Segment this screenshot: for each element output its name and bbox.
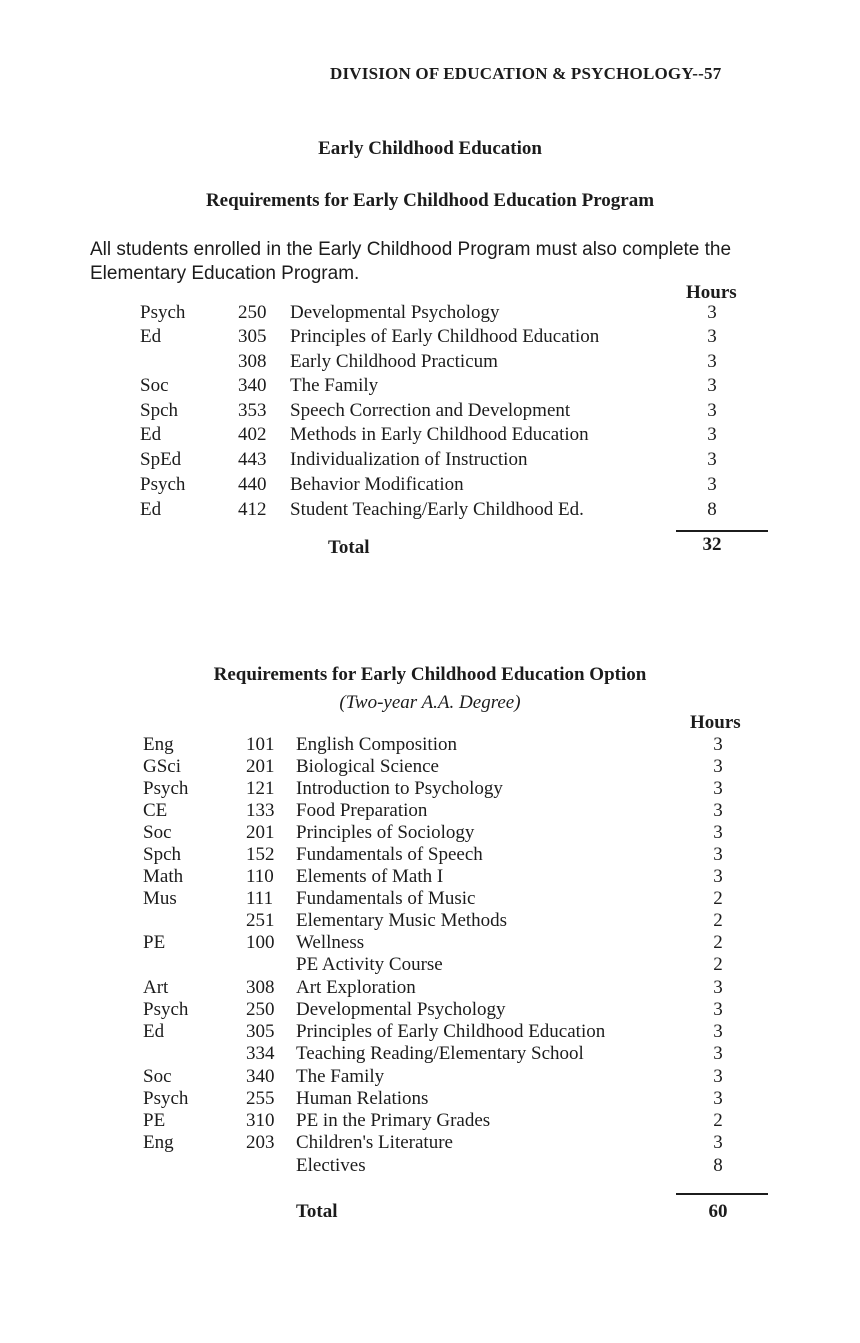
course-hours: 2 bbox=[713, 954, 723, 975]
course-hours: 3 bbox=[707, 474, 717, 495]
course-title: Human Relations bbox=[296, 1088, 429, 1109]
course-title: Principles of Early Childhood Education bbox=[290, 326, 600, 347]
course-dept: Soc bbox=[140, 375, 169, 396]
course-title: Children's Literature bbox=[296, 1132, 453, 1153]
course-number: 201 bbox=[246, 822, 275, 843]
option-subtitle: (Two-year A.A. Degree) bbox=[339, 692, 521, 713]
course-title: Individualization of Instruction bbox=[290, 449, 528, 470]
course-dept: Math bbox=[143, 866, 184, 887]
course-number: 133 bbox=[246, 800, 275, 821]
course-title: Introduction to Psychology bbox=[296, 778, 503, 799]
table-row bbox=[0, 400, 860, 424]
course-dept: Psych bbox=[143, 1088, 189, 1109]
course-dept: Soc bbox=[143, 1066, 172, 1087]
course-dept: Art bbox=[143, 977, 169, 998]
course-number: 443 bbox=[238, 449, 267, 470]
course-number: 250 bbox=[238, 302, 267, 323]
course-title: Behavior Modification bbox=[290, 474, 464, 495]
course-title: Student Teaching/Early Childhood Ed. bbox=[290, 499, 584, 520]
course-number: 353 bbox=[238, 400, 267, 421]
course-dept: Psych bbox=[143, 778, 189, 799]
course-number: 305 bbox=[246, 1021, 275, 1042]
course-hours: 3 bbox=[713, 800, 723, 821]
course-number: 203 bbox=[246, 1132, 275, 1153]
course-hours: 3 bbox=[713, 1043, 723, 1064]
table-row bbox=[0, 822, 860, 846]
table-row bbox=[0, 1021, 860, 1045]
course-dept: Ed bbox=[140, 499, 162, 520]
table-row bbox=[0, 302, 860, 326]
course-dept: Ed bbox=[140, 424, 162, 445]
course-number: 308 bbox=[238, 351, 267, 372]
course-number: 250 bbox=[246, 999, 275, 1020]
table-row bbox=[0, 449, 860, 473]
course-hours: 8 bbox=[707, 499, 717, 520]
table-row bbox=[0, 866, 860, 890]
option-hours-header: Hours bbox=[690, 712, 741, 733]
course-title: Speech Correction and Development bbox=[290, 400, 571, 421]
course-hours: 3 bbox=[713, 734, 723, 755]
program-intro: All students enrolled in the Early Childhood Program must also complete the Elementary Education Program. bbox=[90, 239, 732, 284]
running-head: DIVISION OF EDUCATION & PSYCHOLOGY--57 bbox=[330, 64, 722, 83]
course-hours: 3 bbox=[707, 400, 717, 421]
program-hours-header: Hours bbox=[686, 282, 737, 303]
course-number: 110 bbox=[246, 866, 274, 887]
table-row bbox=[0, 1066, 860, 1090]
table-row bbox=[0, 424, 860, 448]
table-row bbox=[0, 499, 860, 523]
course-hours: 3 bbox=[713, 756, 723, 777]
course-number: 121 bbox=[246, 778, 275, 799]
table-row bbox=[0, 910, 860, 934]
course-title: Fundamentals of Speech bbox=[296, 844, 483, 865]
course-title: Methods in Early Childhood Education bbox=[290, 424, 589, 445]
table-row bbox=[0, 954, 860, 978]
course-hours: 3 bbox=[713, 1066, 723, 1087]
course-hours: 3 bbox=[713, 822, 723, 843]
course-hours: 3 bbox=[707, 375, 717, 396]
course-hours: 8 bbox=[713, 1155, 723, 1176]
option-total-hours: 60 bbox=[708, 1201, 728, 1222]
table-row bbox=[0, 734, 860, 758]
course-dept: Spch bbox=[143, 844, 181, 865]
course-dept: Mus bbox=[143, 888, 177, 909]
course-title: PE Activity Course bbox=[296, 954, 443, 975]
course-dept: GSci bbox=[143, 756, 181, 777]
course-dept: Ed bbox=[143, 1021, 165, 1042]
course-number: 101 bbox=[246, 734, 275, 755]
course-number: 340 bbox=[238, 375, 267, 396]
course-title: Art Exploration bbox=[296, 977, 416, 998]
table-row bbox=[0, 474, 860, 498]
option-heading: Requirements for Early Childhood Education Option bbox=[213, 664, 647, 685]
course-dept: Psych bbox=[140, 302, 186, 323]
course-dept: SpEd bbox=[140, 449, 182, 470]
course-number: 402 bbox=[238, 424, 267, 445]
course-hours: 2 bbox=[713, 888, 723, 909]
course-number: 255 bbox=[246, 1088, 275, 1109]
course-title: The Family bbox=[296, 1066, 385, 1087]
course-hours: 3 bbox=[713, 778, 723, 799]
course-title: English Composition bbox=[296, 734, 457, 755]
course-dept: PE bbox=[143, 932, 166, 953]
course-dept: Ed bbox=[140, 326, 162, 347]
table-row bbox=[0, 351, 860, 375]
course-hours: 3 bbox=[707, 424, 717, 445]
option-total-rule bbox=[676, 1193, 768, 1195]
course-hours: 3 bbox=[713, 999, 723, 1020]
course-title: Elementary Music Methods bbox=[296, 910, 508, 931]
course-dept: Soc bbox=[143, 822, 172, 843]
course-title: Developmental Psychology bbox=[296, 999, 506, 1020]
table-row bbox=[0, 1132, 860, 1156]
course-number: 201 bbox=[246, 756, 275, 777]
course-hours: 3 bbox=[713, 1088, 723, 1109]
table-row bbox=[0, 1043, 860, 1067]
course-number: 308 bbox=[246, 977, 275, 998]
table-row bbox=[0, 1088, 860, 1112]
program-total-hours: 32 bbox=[702, 534, 722, 555]
table-row bbox=[0, 888, 860, 912]
table-row bbox=[0, 800, 860, 824]
course-hours: 2 bbox=[713, 910, 723, 931]
table-row bbox=[0, 756, 860, 780]
course-number: 152 bbox=[246, 844, 275, 865]
course-hours: 3 bbox=[713, 1021, 723, 1042]
course-dept: Eng bbox=[143, 1132, 174, 1153]
course-hours: 2 bbox=[713, 1110, 723, 1131]
course-title: Developmental Psychology bbox=[290, 302, 500, 323]
course-title: Early Childhood Practicum bbox=[290, 351, 498, 372]
course-hours: 3 bbox=[713, 866, 723, 887]
course-hours: 3 bbox=[707, 351, 717, 372]
course-number: 310 bbox=[246, 1110, 275, 1131]
course-number: 305 bbox=[238, 326, 267, 347]
course-title: Teaching Reading/Elementary School bbox=[296, 1043, 584, 1064]
course-title: Electives bbox=[296, 1155, 366, 1176]
table-row bbox=[0, 326, 860, 350]
table-row bbox=[0, 844, 860, 868]
course-hours: 3 bbox=[713, 977, 723, 998]
course-title: Elements of Math I bbox=[296, 866, 444, 887]
program-total-label: Total bbox=[328, 537, 370, 558]
course-title: Biological Science bbox=[296, 756, 439, 777]
course-title: Principles of Early Childhood Education bbox=[296, 1021, 606, 1042]
course-hours: 3 bbox=[707, 326, 717, 347]
course-number: 100 bbox=[246, 932, 275, 953]
course-title: Wellness bbox=[296, 932, 365, 953]
course-number: 251 bbox=[246, 910, 275, 931]
course-number: 412 bbox=[238, 499, 267, 520]
table-row bbox=[0, 999, 860, 1023]
course-hours: 2 bbox=[713, 932, 723, 953]
table-row bbox=[0, 1155, 860, 1179]
course-dept: CE bbox=[143, 800, 168, 821]
course-title: Food Preparation bbox=[296, 800, 428, 821]
course-dept: Eng bbox=[143, 734, 174, 755]
course-number: 340 bbox=[246, 1066, 275, 1087]
course-title: PE in the Primary Grades bbox=[296, 1110, 491, 1131]
course-dept: Spch bbox=[140, 400, 178, 421]
course-hours: 3 bbox=[707, 449, 717, 470]
course-number: 111 bbox=[246, 888, 274, 909]
course-hours: 3 bbox=[713, 1132, 723, 1153]
table-row bbox=[0, 375, 860, 399]
course-dept: Psych bbox=[143, 999, 189, 1020]
course-hours: 3 bbox=[713, 844, 723, 865]
section-title: Early Childhood Education bbox=[318, 138, 542, 159]
program-total-rule bbox=[676, 530, 768, 532]
table-row bbox=[0, 1110, 860, 1134]
table-row bbox=[0, 778, 860, 802]
table-row bbox=[0, 932, 860, 956]
course-title: Principles of Sociology bbox=[296, 822, 475, 843]
course-title: The Family bbox=[290, 375, 379, 396]
course-number: 440 bbox=[238, 474, 267, 495]
course-dept: Psych bbox=[140, 474, 186, 495]
program-heading: Requirements for Early Childhood Education Program bbox=[205, 190, 655, 211]
course-dept: PE bbox=[143, 1110, 166, 1131]
course-title: Fundamentals of Music bbox=[296, 888, 476, 909]
course-number: 334 bbox=[246, 1043, 275, 1064]
table-row bbox=[0, 977, 860, 1001]
option-total-label: Total bbox=[296, 1201, 338, 1222]
course-hours: 3 bbox=[707, 302, 717, 323]
